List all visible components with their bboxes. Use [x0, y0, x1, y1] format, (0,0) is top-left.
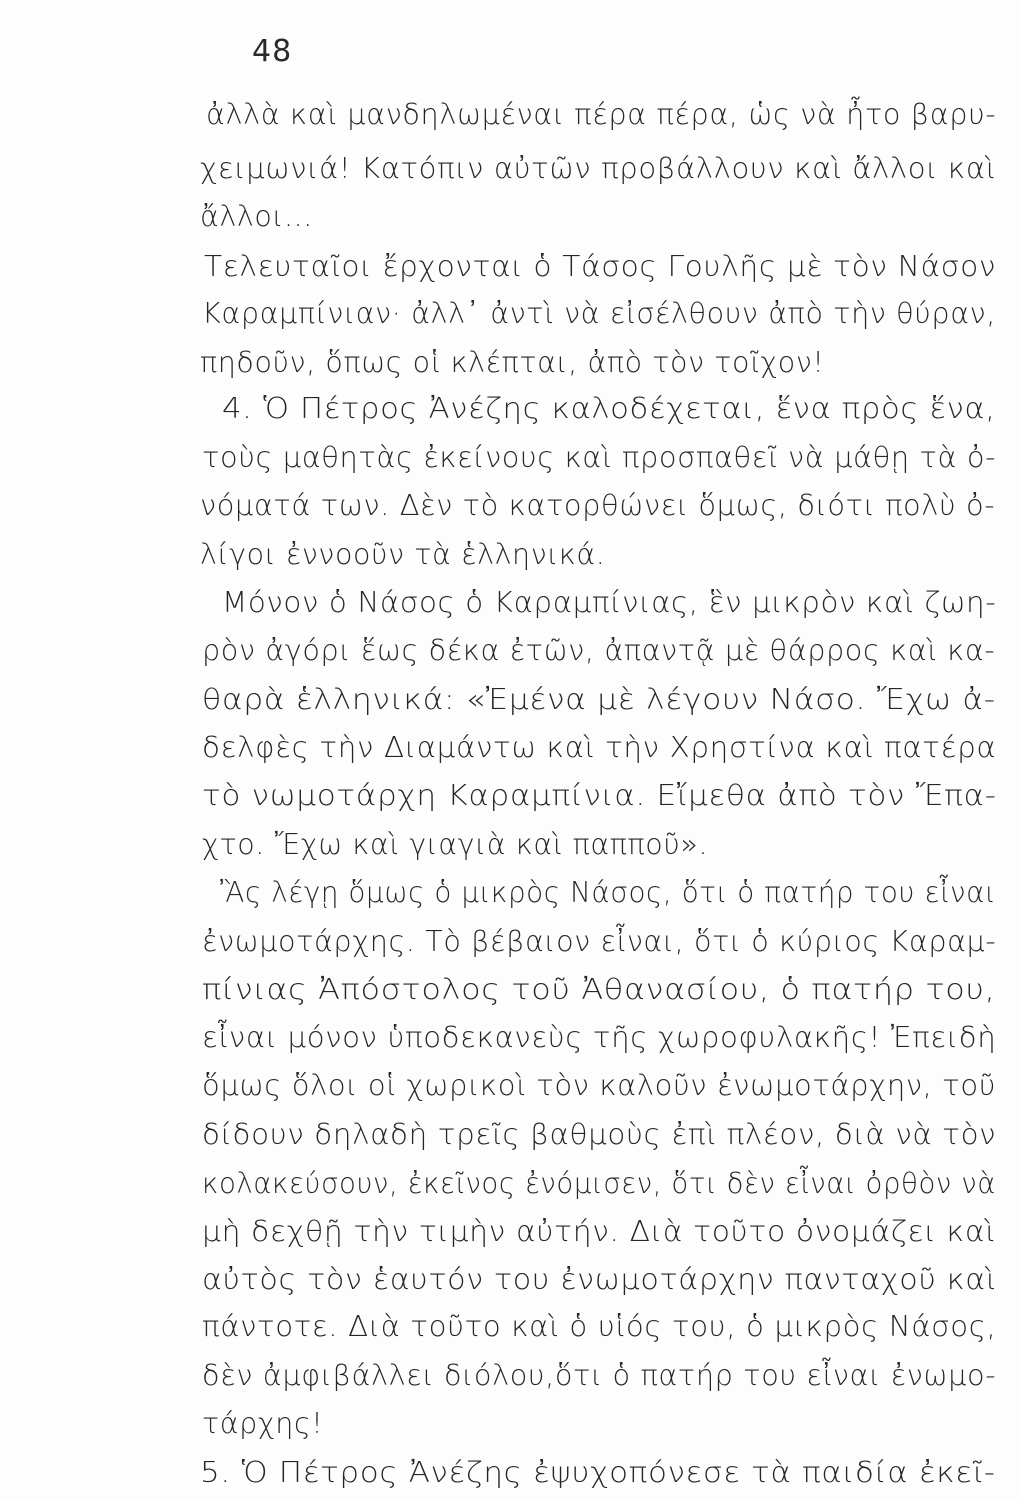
- page-number: 48: [252, 34, 293, 69]
- text-line: Τελευταῖοι ἔρχονται ὁ Τάσος Γουλῆς μὲ τὸν Νάσον: [204, 250, 997, 283]
- text-line: νόματά των. Δὲν τὸ κατορθώνει ὅμως, διότι πολὺ ὀ-: [200, 489, 996, 522]
- text-line: κολακεύσουν, ἐκεῖνος ἐνόμισεν, ὅτι δὲν εἶναι ὀρθὸν νὰ: [202, 1167, 996, 1200]
- text-line: θαρὰ ἑλληνικά: «Ἐμένα μὲ λέγουν Νάσο. Ἔχω ἀ-: [202, 683, 996, 716]
- text-line: δὲν ἀμφιβάλλει διόλου,ὅτι ὁ πατήρ του εἶναι ἐνωμο-: [202, 1359, 997, 1392]
- text-line: αὐτὸς τὸν ἑαυτόν του ἐνωμοτάρχην πανταχοῦ καὶ: [202, 1263, 997, 1296]
- text-line: λίγοι ἐννοοῦν τὰ ἑλληνικά.: [200, 538, 606, 571]
- text-line: πάντοτε. Διὰ τοῦτο καὶ ὁ υἱός του, ὁ μικρὸς Νάσος,: [202, 1310, 997, 1343]
- text-line: Ἂς λέγῃ ὅμως ὁ μικρὸς Νάσος, ὅτι ὁ πατήρ του εἶναι: [220, 876, 997, 909]
- text-line: ἐνωμοτάρχης. Τὸ βέβαιον εἶναι, ὅτι ὁ κύριος Καραμ-: [202, 925, 997, 958]
- text-line: πηδοῦν, ὅπως οἱ κλέπται, ἀπὸ τὸν τοῖχον!: [200, 346, 825, 379]
- text-line: τὸ νωμοτάρχη Καραμπίνια. Εἴμεθα ἀπὸ τὸν Ἔπα-: [202, 779, 997, 812]
- text-line: Καραμπίνιαν· ἀλλ᾽ ἀντὶ νὰ εἰσέλθουν ἀπὸ τὴν θύραν,: [202, 297, 996, 330]
- text-line: Μόνον ὁ Νάσος ὁ Καραμπίνιας, ἓν μικρὸν καὶ ζωη-: [222, 586, 997, 619]
- text-line: χειμωνιά! Κατόπιν αὐτῶν προβάλλουν καὶ ἄλλοι καὶ: [200, 152, 997, 185]
- text-line: τάρχης!: [202, 1407, 324, 1440]
- text-line: μὴ δεχθῇ τὴν τιμὴν αὐτήν. Διὰ τοῦτο ὀνομάζει καὶ: [202, 1215, 996, 1248]
- text-line: ρὸν ἀγόρι ἕως δέκα ἐτῶν, ἀπαντᾷ μὲ θάρρος καὶ κα-: [202, 634, 996, 667]
- text-line: δίδουν δηλαδὴ τρεῖς βαθμοὺς ἐπὶ πλέον, διὰ νὰ τὸν: [202, 1118, 997, 1151]
- text-line: εἶναι μόνον ὑποδεκανεὺς τῆς χωροφυλακῆς! Ἐπειδὴ: [202, 1021, 997, 1054]
- text-line: 4. Ὁ Πέτρος Ἀνέζης καλοδέχεται, ἕνα πρὸς ἕνα,: [222, 392, 996, 425]
- text-line: ὅμως ὅλοι οἱ χωρικοὶ τὸν καλοῦν ἐνωμοτάρχην, τοῦ: [202, 1069, 997, 1102]
- text-line: 5. Ὁ Πέτρος Ἀνέζης ἐψυχοπόνεσε τὰ παιδία ἐκεῖ-: [200, 1456, 996, 1489]
- text-line: ἀλλὰ καὶ μανδηλωμέναι πέρα πέρα, ὡς νὰ ἦτο βαρυ-: [206, 98, 997, 131]
- text-line: ἄλλοι...: [200, 200, 313, 233]
- text-line: πίνιας Ἀπόστολος τοῦ Ἀθανασίου, ὁ πατήρ του,: [202, 973, 996, 1006]
- text-line: χτο. Ἔχω καὶ γιαγιὰ καὶ παπποῦ».: [202, 828, 709, 861]
- text-line: τοὺς μαθητὰς ἐκείνους καὶ προσπαθεῖ νὰ μάθῃ τὰ ὀ-: [202, 441, 997, 474]
- text-line: δελφὲς τὴν Διαμάντω καὶ τὴν Χρηστίνα καὶ πατέρα: [202, 731, 997, 764]
